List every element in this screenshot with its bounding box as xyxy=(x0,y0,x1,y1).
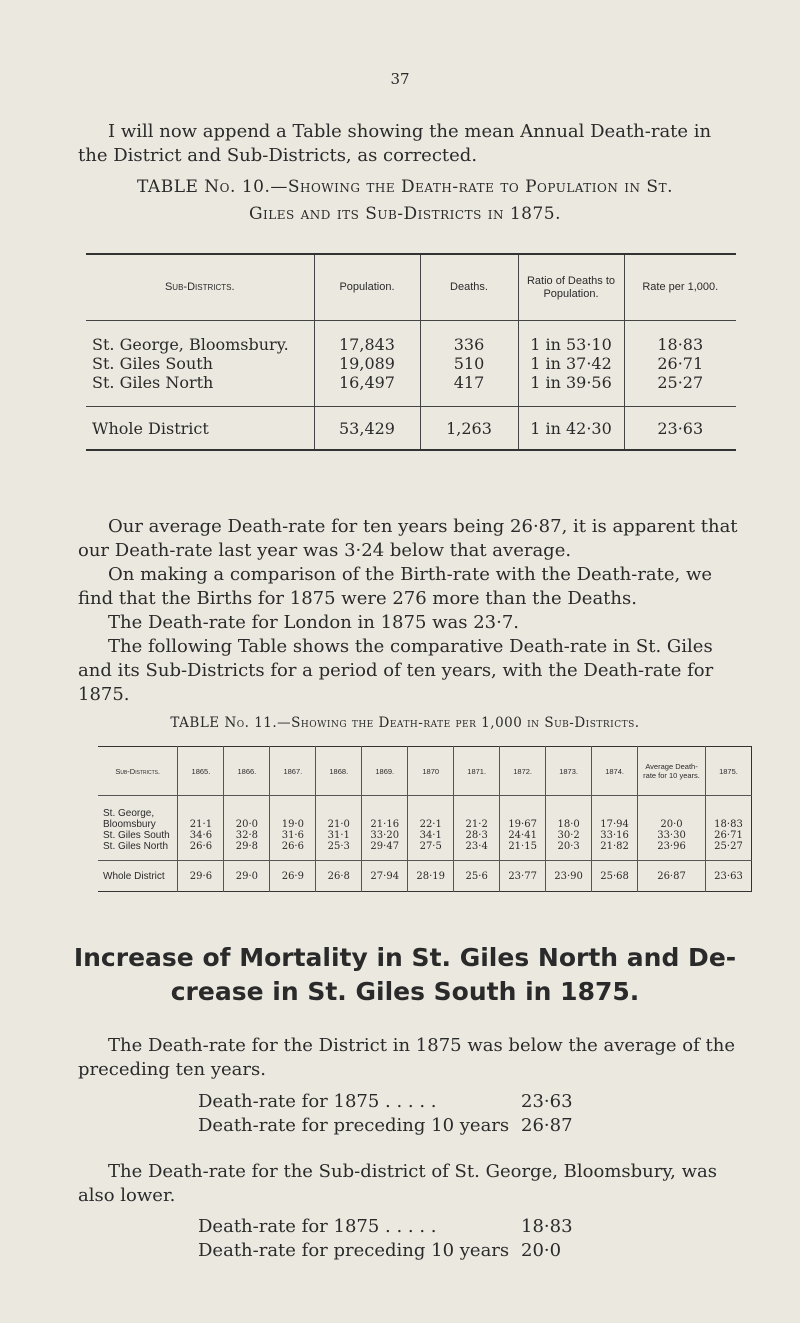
table11-header: 1865. xyxy=(178,747,224,796)
table11-cell: 19·67 xyxy=(500,796,546,830)
table11-cell: 30·2 xyxy=(546,830,592,841)
paragraph-following-table: The following Table shows the comparative Death-rate in St. Giles and its Sub-Districts for a period of ten years, with the Death-rate for 1875. xyxy=(78,636,714,705)
table10-header: Deaths. xyxy=(420,254,518,321)
table11-cell: 33·30 xyxy=(638,830,706,841)
table11-cell: 18·0 xyxy=(546,796,592,830)
table-row xyxy=(98,830,752,841)
rate-value: 20·0 xyxy=(521,1240,562,1261)
table11-cell: 29·6 xyxy=(178,861,224,892)
table11-cell: 23·96 xyxy=(638,841,706,861)
table11-cell: 21·0 xyxy=(316,796,362,830)
table11-cell: 33·16 xyxy=(592,830,638,841)
table10-cell: 25·27 xyxy=(624,373,736,392)
table11-cell: 23·63 xyxy=(705,861,751,892)
table10-cell: 1 in 42·30 xyxy=(518,407,624,451)
table10-cell: 26·71 xyxy=(624,354,736,373)
table10-cell: 510 xyxy=(420,354,518,373)
table11-cell: 23·90 xyxy=(546,861,592,892)
table11-cell: 26·9 xyxy=(270,861,316,892)
table11-cell: 23·4 xyxy=(454,841,500,861)
table10-cell: 1 in 37·42 xyxy=(518,354,624,373)
table11-cell: 21·82 xyxy=(592,841,638,861)
table10-whole-row xyxy=(86,407,736,451)
rate-value: 26·87 xyxy=(521,1115,573,1136)
table11-cell: 20·0 xyxy=(224,796,270,830)
table11-cell: 33·20 xyxy=(362,830,408,841)
paragraph-birth-rate: On making a comparison of the Birth-rate with the Death-rate, we find that the Births for 1875 were 276 more than the Deaths. xyxy=(78,564,713,609)
table11-cell: 20·0 xyxy=(638,796,706,830)
table11-cell: 21·16 xyxy=(362,796,408,830)
table10-cell: 18·83 xyxy=(624,335,736,354)
intro-paragraph: I will now append a Table showing the mean Annual Death-rate in the District and Sub-Districts, as corrected. xyxy=(78,121,712,166)
table11-header: Sub-Districts. xyxy=(98,747,178,796)
table11-cell: 25·68 xyxy=(592,861,638,892)
table11-cell: St. George, Bloomsbury xyxy=(103,807,156,830)
rate-label: Death-rate for preceding 10 years xyxy=(198,1240,510,1261)
table11-whole-row xyxy=(98,861,752,892)
table10-header: Ratio of Deaths to Population. xyxy=(518,254,624,321)
rate-label: Death-rate for 1875 . . . . . xyxy=(198,1091,437,1112)
table11-header: 1868. xyxy=(316,747,362,796)
paragraph-average: Our average Death-rate for ten years being 26·87, it is apparent that our Death-rate last year was 3·24 below that average. xyxy=(78,516,738,561)
rate-value: 18·83 xyxy=(521,1216,573,1237)
table11-header: 1867. xyxy=(270,747,316,796)
table11-cell: 31·6 xyxy=(270,830,316,841)
table10-cell: St. Giles South xyxy=(92,354,213,373)
table11-cell: Whole District xyxy=(98,861,178,892)
table-row xyxy=(86,373,736,392)
table10-caption-line1: TABLE No. 10.—Showing the Death-rate to Population in St. xyxy=(137,177,673,197)
rate-value: 23·63 xyxy=(521,1091,573,1112)
table11-cell: 29·0 xyxy=(224,861,270,892)
table11-cell: 18·83 xyxy=(705,796,751,830)
table11-cell: 28·3 xyxy=(454,830,500,841)
table-row xyxy=(98,841,752,861)
table10-header-row xyxy=(86,254,736,321)
table11-header: 1873. xyxy=(546,747,592,796)
table10-header: Population. xyxy=(314,254,420,321)
table10-cell: 1,263 xyxy=(420,407,518,451)
table11-cell: 28·19 xyxy=(408,861,454,892)
table11-cell: 26·8 xyxy=(316,861,362,892)
table11-cell: 17·94 xyxy=(592,796,638,830)
table11-header: Average Death-rate for 10 years. xyxy=(638,747,706,796)
section-heading-line2: crease in St. Giles South in 1875. xyxy=(170,977,640,1006)
table11-cell: St. Giles North xyxy=(103,840,169,852)
table10-cell: 336 xyxy=(420,335,518,354)
table11-header: 1870 xyxy=(408,747,454,796)
table10-cell: 17,843 xyxy=(314,335,420,354)
table-row xyxy=(86,354,736,373)
table10-cell: 16,497 xyxy=(314,373,420,392)
table10-cell: 417 xyxy=(420,373,518,392)
table11-cell: 24·41 xyxy=(500,830,546,841)
paragraph-district-rate: The Death-rate for the District in 1875 was below the average of the preceding ten years. xyxy=(78,1035,736,1080)
table11-header: 1866. xyxy=(224,747,270,796)
table10-cell: St. George, Bloomsbury. xyxy=(92,335,289,354)
table11-cell: 23·77 xyxy=(500,861,546,892)
paragraph-st-george: The Death-rate for the Sub-district of St. George, Bloomsbury, was also lower. xyxy=(78,1161,717,1206)
table11-header-row xyxy=(98,747,752,796)
table11-header: 1869. xyxy=(362,747,408,796)
table10-cell: 1 in 53·10 xyxy=(518,335,624,354)
table-11 xyxy=(98,746,752,892)
table11-cell: 21·1 xyxy=(178,796,224,830)
table10-cell: 23·63 xyxy=(624,407,736,451)
table11-cell: 34·1 xyxy=(408,830,454,841)
table11-cell: 27·94 xyxy=(362,861,408,892)
paragraph-london: The Death-rate for London in 1875 was 23·7. xyxy=(108,612,520,633)
page-number: 37 xyxy=(390,70,410,88)
table10-caption-line2: Giles and its Sub-Districts in 1875. xyxy=(248,204,562,224)
table10-cell: 19,089 xyxy=(314,354,420,373)
table11-cell: 22·1 xyxy=(408,796,454,830)
table11-cell: 20·3 xyxy=(546,841,592,861)
table11-cell: 29·47 xyxy=(362,841,408,861)
section-heading-line1: Increase of Mortality in St. Giles North and De- xyxy=(73,943,737,972)
section-heading xyxy=(60,941,750,1009)
table10-header: Rate per 1,000. xyxy=(624,254,736,321)
rate-label: Death-rate for preceding 10 years xyxy=(198,1115,510,1136)
table10-cell: Whole District xyxy=(86,407,314,451)
table-row xyxy=(86,335,736,354)
table11-cell: 21·2 xyxy=(454,796,500,830)
table11-cell: 31·1 xyxy=(316,830,362,841)
table11-cell: 26·87 xyxy=(638,861,706,892)
table11-header: 1872. xyxy=(500,747,546,796)
table11-cell: 19·0 xyxy=(270,796,316,830)
table11-cell: 27·5 xyxy=(408,841,454,861)
table10-cell: 1 in 39·56 xyxy=(518,373,624,392)
table11-cell: 25·6 xyxy=(454,861,500,892)
table11-cell: 26·6 xyxy=(178,841,224,861)
table11-cell: 29·8 xyxy=(224,841,270,861)
table10-cell: St. Giles North xyxy=(92,373,214,392)
table11-header: 1875. xyxy=(705,747,751,796)
table10-header: Sub-Districts. xyxy=(86,254,314,321)
table11-cell: 26·71 xyxy=(705,830,751,841)
table11-cell: 25·27 xyxy=(705,841,751,861)
table-row xyxy=(98,796,752,830)
rate-label: Death-rate for 1875 . . . . . xyxy=(198,1216,437,1237)
table11-cell: 26·6 xyxy=(270,841,316,861)
table11-cell: St. Giles South xyxy=(103,829,170,841)
table11-cell: 25·3 xyxy=(316,841,362,861)
table-10 xyxy=(86,253,736,451)
table10-caption xyxy=(60,174,750,228)
table11-cell: 32·8 xyxy=(224,830,270,841)
table11-caption: TABLE No. 11.—Showing the Death-rate per 1,000 in Sub-Districts. xyxy=(170,715,640,731)
table10-cell: 53,429 xyxy=(314,407,420,451)
table11-cell: 21·15 xyxy=(500,841,546,861)
table11-cell: 34·6 xyxy=(178,830,224,841)
table11-header: 1874. xyxy=(592,747,638,796)
table11-header: 1871. xyxy=(454,747,500,796)
